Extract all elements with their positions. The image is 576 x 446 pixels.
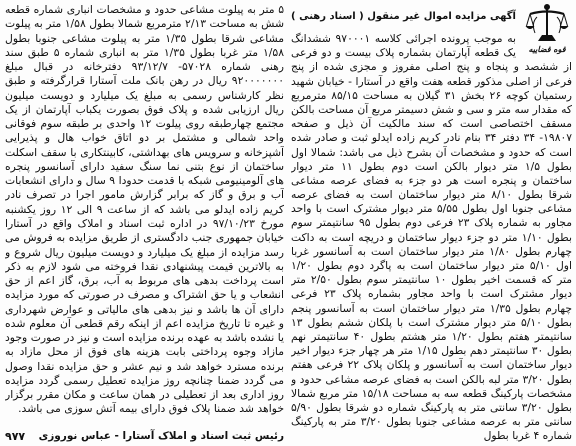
signature-row bbox=[5, 428, 284, 444]
scales-of-justice-icon bbox=[525, 3, 569, 43]
notice-body-left: ۵ متر به پیلوت مشاعی حدود و مشخصات انباری شماره قطعه شش به مساحت ۲/۱۳ مترمربع شمالا بطول ۱/۵۸ متر به پیلوت مشاعی شرقا بطول ۱/۳۵ متر به پیلوت مشاعی جنوبا بطول ۱/۵۸ متر غربا بطول ۱/۳۵ متر به انباری شماره ۵ طبق سند رهنی شماره ۵۷۰۲۸- ۹۳/۱۲/۷ دفترخانه در قبال مبلغ ۹۲۰۰۰۰۰۰۰ ریال در رهن بانک ملت آستارا قرارگرفته و طبق نظر کارشناس رسمی به مبلغ یک میلیارد و دویست میلیون ریال ارزیابی شده و پلاک فوق بصورت یکباب آپارتمان از یک مجتمع چهارطبقه روی پیلوت ۱۲ واحدی بر طبقه سوم فوقانی واحد شمالی و مشتمل بر دو اتاق خواب هال و پذیرایی آشپزخانه و سرویس های بهداشتی، کابینتکاری با سقف اسکلت ساختمان از نوع بتنی نما سنگ سفید دارای آسانسور پنجره های آلومینیومی شبکه با قدمت حدودا ۹ سال و دارای انشعابات آب و برق و گاز که برابر گزارش مامور اجرا در تصرف نادر کریم زاده ایدلو می باشد که از ساعت ۹ الی ۱۲ روز یکشنبه مورخ ۹۷/۱۰/۲۳ در اداره ثبت اسناد و املاک واقع در آستارا خیابان جمهوری جنب دادگستری از طریق مزایده به فروش می رسد مزایده از مبلغ یک میلیارد و دویست میلیون ریال شروع و به بالاترین قیمت پیشنهادی نقدا فروخته می شود لازم به ذکر است پرداخت بدهی های مربوط به آب، برق، گاز اعم از حق انشعاب و یا حق اشتراک و مصرف در صورتی که مورد مزایده دارای آن ها باشد و نیز بدهی های مالیاتی و عوارض شهرداری و غیره تا تاریخ مزایده اعم از اینکه رقم قطعی آن معلوم شده یا نشده باشد به عهده برنده مزایده است و نیز در صورت وجود مازاد وجوه پرداختی بابت هزینه های فوق از محل مازاد به برنده مسترد خواهد شد و نیم عشر و حق مزایده نقدا وصول می گردد ضمنا چنانچه روز مزایده تعطیل رسمی گردد مزایده روز اداری بعد از تعطیلی در همان ساعت و مکان مقرر برگزار خواهد شد ضمنا پلاک فوق دارای بیمه آتش سوزی می باشد. bbox=[5, 3, 284, 416]
notice-title: آگهی مزایده اموال غیر منقول ( اسناد رهنی ) bbox=[291, 11, 516, 22]
judiciary-emblem bbox=[522, 3, 572, 59]
right-column bbox=[291, 3, 572, 443]
notice-body-right: به موجب پرونده اجرائی کلاسه ۹۷۰۰۰۱ ششدانگ یک قطعه آپارتمان بشماره پلاک بیست و دو فرعی از ششصد و پنجاه و پنج اصلی مفروز و مجزی شده از پنج فرعی از اصلی مذکور قطعه هفت واقع در آستارا - خیابان شهید رستمیان کوچه ۲۶ بخش ۳۱ گیلان به مساحت ۸۵/۱۵ مترمربع که مقدار سه متر و سی و شش دسیمتر مربع آن مساحت بالکن مسقف اختصاصی است که سند مالکیت آن ذیل و صفحه ۱۹۸۰۷- ۳۴ دفتر ۳۴ بنام نادر کریم زاده ایدلو ثبت و صادر شده است که حدود و مشخصات آن بشرح ذیل می باشد: شمالا اول بطول ۱/۵ متر دیوار بالکن است دوم بطول ۱۱ متر دیوار ساختمان و پنجره است هر دو جزء به فضای عرصه مشاعی شرقا بطول ۸/۱۰ متر دیوار ساختمان است به فضای عرصه مشاعی جنوبا اول بطول ۵/۵۵ متر دیوار مشترک است با واحد مجاور به شماره پلاک ۲۳ فرعی دوم بطول ۹۵ سانتیمتر سوم بطول ۱/۱۰ متر دو جزء دیوار ساختمان و دریچه است به داکت چهارم بطول ۱/۸۰ متر دیوار ساختمان است به آسانسور غربا اول ۵/۱۰ متر دیوار ساختمان است به پاگرد دوم بطول ۱/۲۰ متر که قسمت اخیر بطول ۱۰ سانتیمتر سوم بطول ۲/۵۰ متر دیوار مشترک است با واحد مجاور بشماره پلاک ۲۳ فرعی چهارم بطول ۱/۳۵ متر دیوار ساختمان است به آسانسور پنجم بطول ۵/۱۰ متر دیوار مشترک است با پلکان ششم بطول ۱۳ سانتیمتر هفتم بطول ۱/۲۰ متر هشتم بطول ۴۰ سانتیمتر نهم بطول ۳۰ سانتیمتر دهم بطول ۱/۱۵ متر هر چهار جزء دیوار اخیر دیوار ساختمان است به آسانسور و پلکان پلاک ۲۲ فرعی هفتم بطول ۳/۲۰ متر لبه بالکن است به فضای عرصه مشاعی حدود و مشخصات پارکینگ قطعه سه به مساحت ۱۵/۱۸ متر مربع شمالا بطول ۳/۲۰ سانتی متر به پارکینگ شماره دو شرقا بطول ۵/۹۰ سانتی متر به عرصه مشاعی جنوبا بطول ۳/۲۰ متر به پارکینگ شماره ۴ غربا بطول bbox=[291, 32, 572, 443]
ad-number: ۹۷۷ bbox=[5, 429, 26, 443]
left-column bbox=[5, 3, 284, 426]
signature: رئیس ثبت اسناد و املاک آستارا - عباس نوروزی bbox=[39, 429, 284, 442]
emblem-label: قوه قضاییه bbox=[528, 45, 566, 54]
